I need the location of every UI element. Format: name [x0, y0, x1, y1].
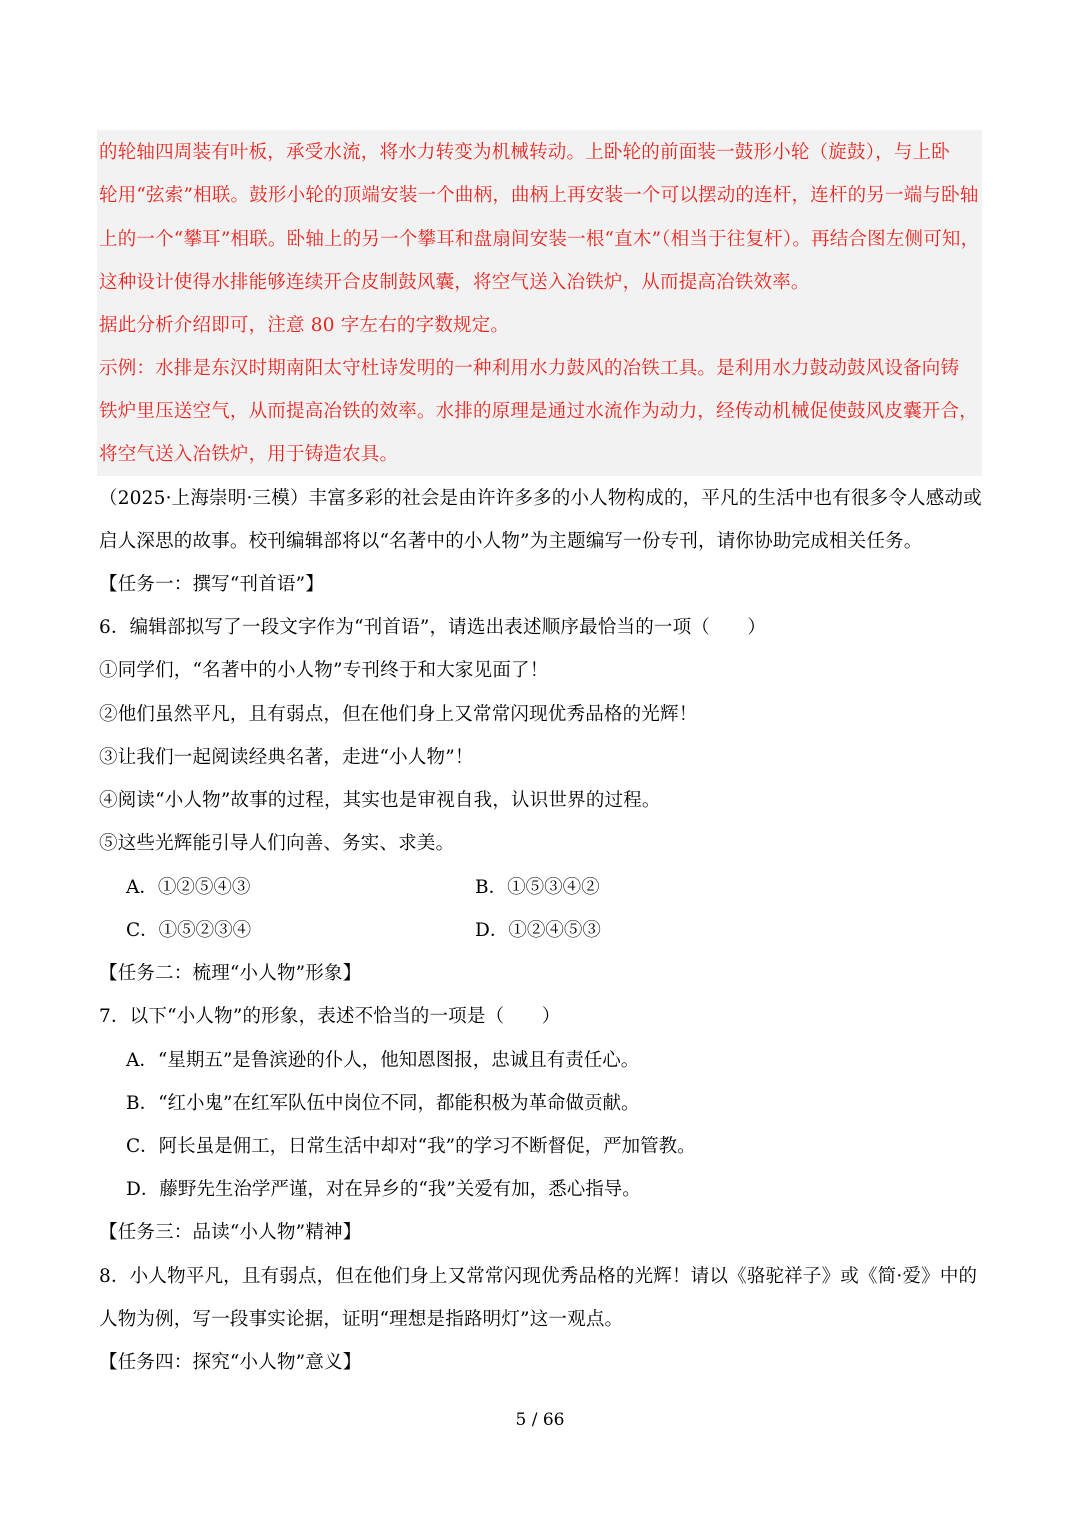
- answer-line: 的轮轴四周装有叶板，承受水流，将水力转变为机械转动。上卧轮的前面装一鼓形小轮（旋鼓），与上卧: [99, 142, 950, 163]
- question-6: 6．编辑部拟写了一段文字作为“刊首语”，请选出表述顺序最恰当的一项（ ）: [99, 617, 767, 638]
- question-8-line: 8．小人物平凡，且有弱点，但在他们身上又常常闪现优秀品格的光辉！请以《骆驼祥子》或《简·爱》中的: [99, 1266, 978, 1287]
- question-8-line: 人物为例，写一段事实论据，证明“理想是指路明灯”这一观点。: [99, 1309, 624, 1330]
- answer-line: 轮用“弦索”相联。鼓形小轮的顶端安装一个曲柄，曲柄上再安装一个可以摆动的连杆，连杆的另一端与卧轴: [99, 185, 979, 206]
- q6-option-a[interactable]: A．①②⑤④③: [126, 877, 251, 898]
- q7-option-a[interactable]: A．“星期五”是鲁滨逊的仆人，他知恩图报，忠诚且有责任心。: [126, 1050, 640, 1071]
- answer-line: 据此分析介绍即可，注意 80 字左右的字数规定。: [99, 315, 510, 336]
- answer-line: 上的一个“攀耳”相联。卧轴上的另一个攀耳和盘扇间安装一根“直木”（相当于往复杆）。再结合图左侧可知，: [99, 229, 980, 250]
- sentence-2: ②他们虽然平凡，且有弱点，但在他们身上又常常闪现优秀品格的光辉！: [99, 704, 698, 725]
- answer-example-line: 铁炉里压送空气，从而提高冶铁的效率。水排的原理是通过水流作为动力，经传动机械促使鼓风皮囊开合，: [99, 401, 978, 422]
- sentence-4: ④阅读“小人物”故事的过程，其实也是审视自我，认识世界的过程。: [99, 790, 661, 811]
- task1-heading: 【任务一：撰写“刊首语”】: [99, 574, 325, 595]
- answer-example-line: 示例：水排是东汉时期南阳太守杜诗发明的一种利用水力鼓风的冶铁工具。是利用水力鼓动鼓风设备向铸: [99, 358, 960, 379]
- q6-option-c[interactable]: C．①⑤②③④: [126, 920, 252, 941]
- answer-analysis-box: [97, 130, 982, 476]
- task2-heading: 【任务二：梳理“小人物”形象】: [99, 963, 362, 984]
- answer-example-line: 将空气送入冶铁炉，用于铸造农具。: [99, 444, 399, 465]
- q7-option-b[interactable]: B．“红小鬼”在红军队伍中岗位不同，都能积极为革命做贡献。: [126, 1093, 640, 1114]
- q6-option-d[interactable]: D．①②④⑤③: [475, 920, 601, 941]
- q7-option-d[interactable]: D．藤野先生治学严谨，对在异乡的“我”关爱有加，悉心指导。: [126, 1179, 641, 1200]
- sentence-5: ⑤这些光辉能引导人们向善、务实、求美。: [99, 833, 455, 854]
- question-7: 7．以下“小人物”的形象，表述不恰当的一项是（ ）: [99, 1006, 561, 1027]
- intro-line: 启人深思的故事。校刊编辑部将以“名著中的小人物”为主题编写一份专刊，请你协助完成相关任务。: [99, 531, 923, 552]
- task3-heading: 【任务三：品读“小人物”精神】: [99, 1222, 362, 1243]
- sentence-1: ①同学们，“名著中的小人物”专刊终于和大家见面了！: [99, 660, 549, 681]
- page-number: 5 / 66: [515, 1410, 565, 1430]
- q7-option-c[interactable]: C．阿长虽是佣工，日常生活中却对“我”的学习不断督促，严加管教。: [126, 1136, 696, 1157]
- intro-line: （2025·上海崇明·三模）丰富多彩的社会是由许许多多的小人物构成的，平凡的生活中也有很多令人感动或: [99, 488, 982, 509]
- task4-heading: 【任务四：探究“小人物”意义】: [99, 1352, 362, 1373]
- q6-option-b[interactable]: B．①⑤③④②: [475, 877, 600, 898]
- sentence-3: ③让我们一起阅读经典名著，走进“小人物”！: [99, 747, 474, 768]
- answer-line: 这种设计使得水排能够连续开合皮制鼓风囊，将空气送入冶铁炉，从而提高冶铁效率。: [99, 272, 810, 293]
